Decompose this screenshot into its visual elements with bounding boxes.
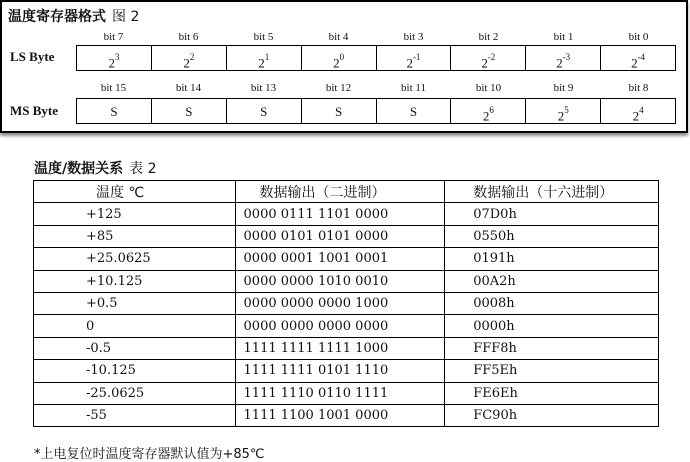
ms-byte-label: MS Byte <box>10 103 59 118</box>
binary-cell: 0000 0000 1010 0010 <box>235 270 445 292</box>
ls-bit-cell <box>526 46 601 70</box>
hex-cell: 0550h <box>445 225 659 247</box>
binary-cell: 0000 0001 1001 0001 <box>235 248 445 270</box>
binary-cell: 0000 0101 0101 0000 <box>235 225 445 247</box>
ls-byte-row <box>76 45 676 71</box>
ms-bit-headers <box>76 82 676 94</box>
table-title <box>34 158 156 178</box>
bit-weight-exponent: 2 <box>189 52 195 62</box>
ls-bit-cell <box>302 46 377 70</box>
hex-cell: 0000h <box>445 315 659 337</box>
table-row <box>34 225 659 247</box>
hex-cell: FE6Eh <box>445 382 659 404</box>
ms-bit-cell <box>77 99 152 123</box>
ms-bit-header: bit 10 <box>475 82 502 94</box>
ls-bit-header: bit 4 <box>328 31 349 43</box>
ls-bit-cell <box>451 46 526 70</box>
bit-weight-exponent: 4 <box>639 105 644 115</box>
hex-cell: FC90h <box>445 404 659 426</box>
bit-weight-base: 2 <box>183 55 190 71</box>
temperature-cell: 0 <box>34 315 236 337</box>
ms-bit-cell <box>526 99 601 123</box>
ls-bit-header: bit 3 <box>403 31 424 43</box>
temperature-cell: -10.125 <box>34 360 236 382</box>
ls-bit-header: bit 1 <box>553 31 574 43</box>
bit-weight-exponent: -2 <box>487 52 496 62</box>
bit-weight-exponent: 5 <box>564 105 569 115</box>
ls-bit-header: bit 6 <box>178 31 199 43</box>
table-footnote: *上电复位时温度寄存器默认值为+85℃ <box>34 447 265 462</box>
ms-bit-cell <box>377 99 452 123</box>
header-temperature: 温度 ℃ <box>34 181 236 203</box>
bit-weight-exponent: -1 <box>412 52 421 62</box>
bit-weight-base: S <box>409 104 418 119</box>
bit-weight-base: 2 <box>258 55 265 71</box>
binary-cell: 0000 0111 1101 0000 <box>235 203 445 225</box>
figure-title-text: 温度寄存器格式 <box>8 9 106 25</box>
table-row <box>34 203 659 225</box>
ms-bit-cell <box>227 99 302 123</box>
bit-weight-base: 2 <box>631 55 638 71</box>
figure-title <box>8 6 139 26</box>
temperature-cell: -0.5 <box>34 337 236 359</box>
table-row <box>34 315 659 337</box>
bit-weight-exponent: -3 <box>562 52 571 62</box>
temperature-cell: -25.0625 <box>34 382 236 404</box>
bit-weight-exponent: 1 <box>264 52 270 62</box>
temperature-data-table <box>33 180 659 427</box>
figure-label: 图 2 <box>112 9 140 25</box>
table-title-text: 温度/数据关系 <box>34 161 124 177</box>
binary-cell: 1111 1110 0110 1111 <box>235 382 445 404</box>
hex-cell: 00A2h <box>445 270 659 292</box>
hex-cell: 07D0h <box>445 203 659 225</box>
ls-bit-cell <box>227 46 302 70</box>
bit-weight-base: S <box>185 104 193 119</box>
bit-weight-base: 2 <box>333 55 340 71</box>
bit-weight-base: 2 <box>557 108 565 124</box>
table-row <box>34 292 659 314</box>
bit-weight-base: 2 <box>482 108 490 124</box>
bit-weight-base: S <box>260 104 268 119</box>
ls-byte-label: LS Byte <box>10 49 55 64</box>
bit-weight-exponent: 0 <box>339 52 345 62</box>
ls-bit-header: bit 2 <box>478 31 499 43</box>
binary-cell: 0000 0000 0000 0000 <box>235 315 445 337</box>
bit-weight-exponent: 6 <box>489 105 494 115</box>
temperature-cell: -55 <box>34 404 236 426</box>
header-binary: 数据输出（二进制） <box>235 181 445 203</box>
ls-bit-header: bit 0 <box>628 31 649 43</box>
binary-cell: 0000 0000 0000 1000 <box>235 292 445 314</box>
ls-bit-cell <box>601 46 675 70</box>
hex-cell: 0008h <box>445 292 659 314</box>
ms-bit-cell <box>601 99 675 123</box>
table-row <box>34 382 659 404</box>
temperature-cell: +0.5 <box>34 292 236 314</box>
ms-bit-header: bit 8 <box>628 82 649 94</box>
ms-bit-header: bit 9 <box>553 82 574 94</box>
temperature-cell: +85 <box>34 225 236 247</box>
ms-bit-header: bit 12 <box>325 82 352 94</box>
bit-weight-base: S <box>110 104 118 119</box>
ls-bit-header: bit 7 <box>103 31 124 43</box>
table-row <box>34 404 659 426</box>
ms-bit-cell <box>302 99 377 123</box>
table-row <box>34 360 659 382</box>
bit-weight-base: 2 <box>108 55 115 71</box>
table-label: 表 2 <box>129 161 157 177</box>
ms-bit-header: bit 14 <box>175 82 202 94</box>
bit-weight-base: S <box>334 104 343 119</box>
temperature-cell: +10.125 <box>34 270 236 292</box>
table-row <box>34 270 659 292</box>
hex-cell: 0191h <box>445 248 659 270</box>
hex-cell: FF5Eh <box>445 360 659 382</box>
table-row <box>34 248 659 270</box>
ms-bit-header: bit 11 <box>401 82 426 94</box>
ms-bit-cell <box>451 99 526 123</box>
ls-bit-header: bit 5 <box>253 31 274 43</box>
bit-weight-exponent: 3 <box>114 52 120 62</box>
ms-bit-header: bit 13 <box>250 82 277 94</box>
header-hex: 数据输出（十六进制） <box>445 181 659 203</box>
bit-weight-base: 2 <box>481 55 488 71</box>
bit-weight-base: 2 <box>632 108 640 124</box>
binary-cell: 1111 1100 1001 0000 <box>235 404 445 426</box>
ms-byte-row <box>76 98 676 124</box>
ls-bit-headers <box>76 31 676 43</box>
ls-bit-cell <box>377 46 452 70</box>
ms-bit-cell <box>152 99 227 123</box>
binary-cell: 1111 1111 0101 1110 <box>235 360 445 382</box>
table-header-row <box>34 181 659 203</box>
temperature-cell: +125 <box>34 203 236 225</box>
ls-bit-cell <box>77 46 152 70</box>
temperature-cell: +25.0625 <box>34 248 236 270</box>
binary-cell: 1111 1111 1111 1000 <box>235 337 445 359</box>
bit-weight-base: 2 <box>406 55 413 71</box>
ms-bit-header: bit 15 <box>100 82 127 94</box>
hex-cell: FFF8h <box>445 337 659 359</box>
table-row <box>34 337 659 359</box>
bit-weight-base: 2 <box>556 55 563 71</box>
ls-bit-cell <box>152 46 227 70</box>
bit-weight-exponent: -4 <box>637 52 646 62</box>
register-format-figure <box>0 0 688 133</box>
